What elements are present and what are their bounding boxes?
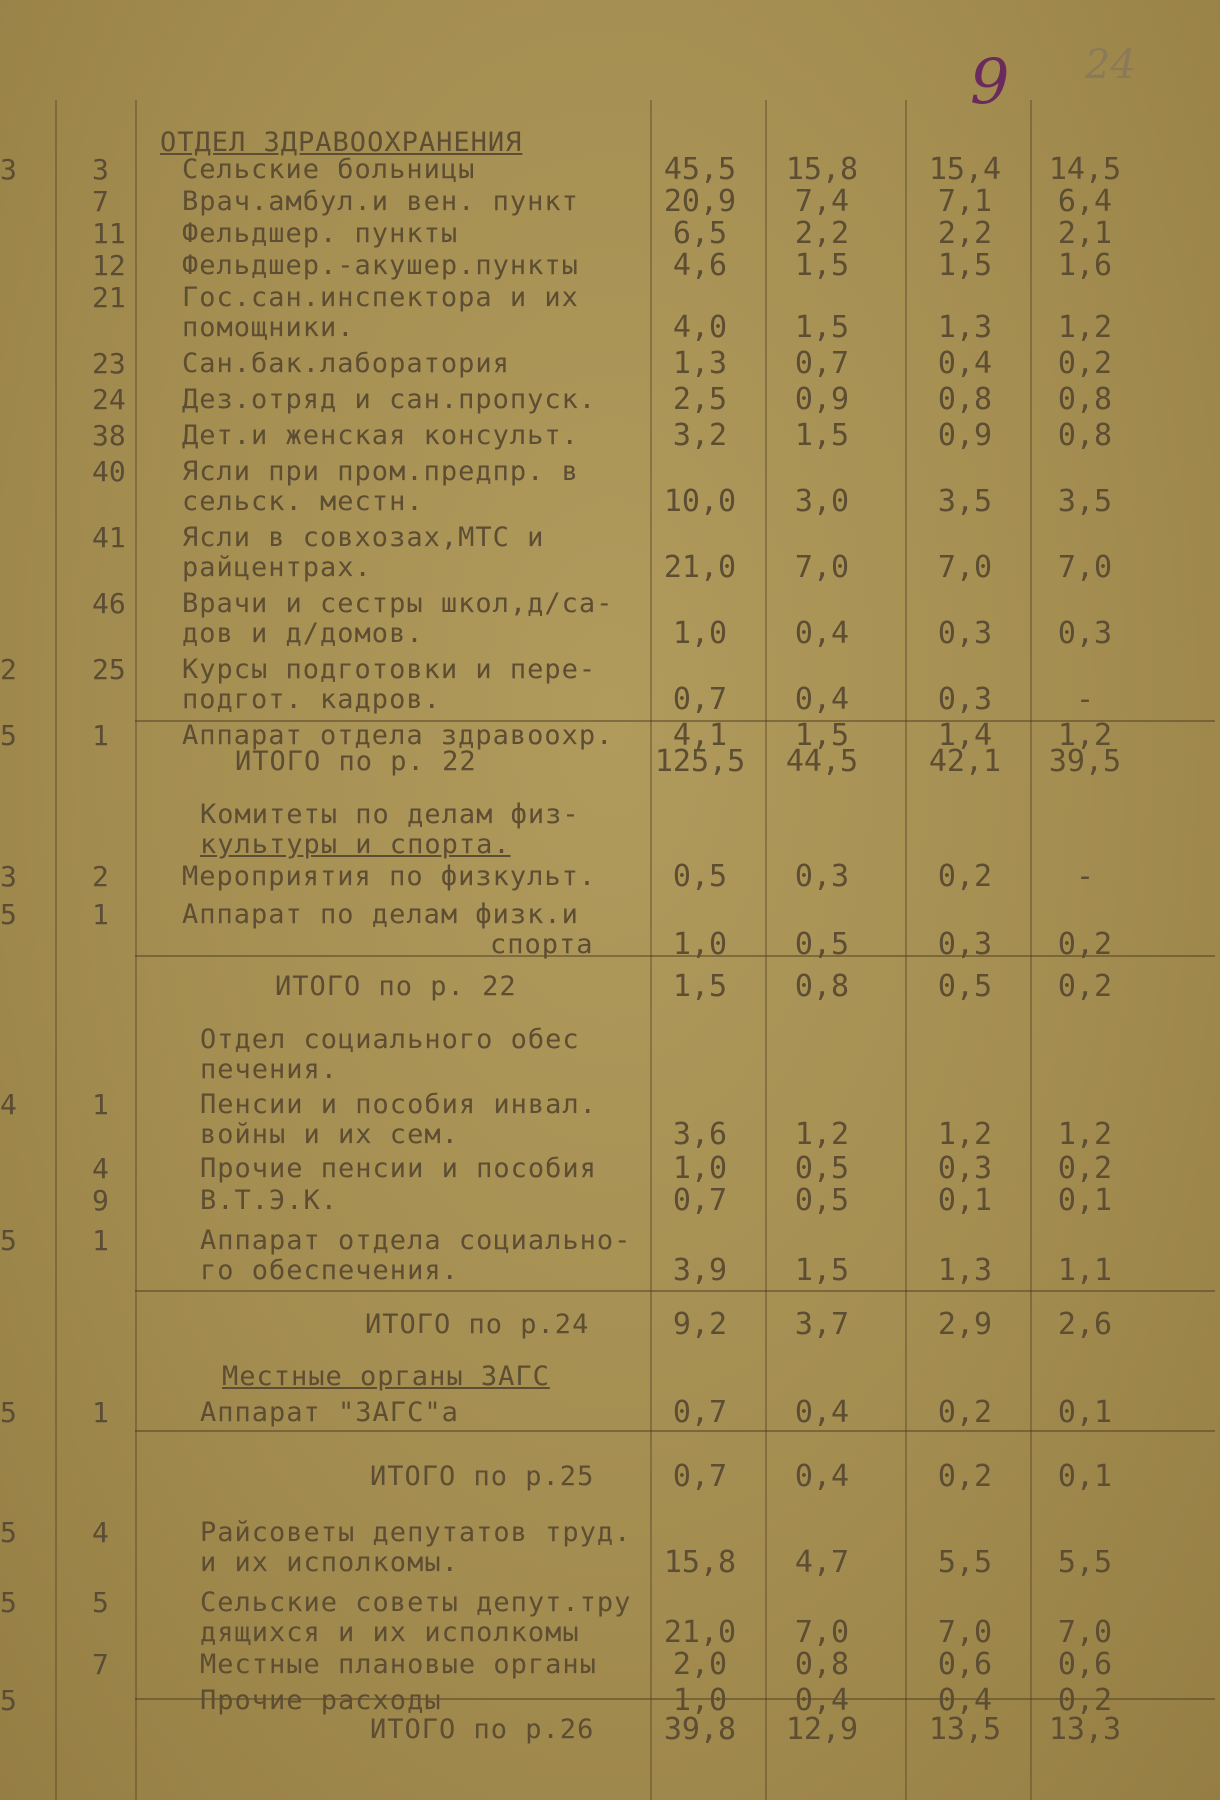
- row-rule: [135, 1430, 1215, 1432]
- item-description: и их исполкомы.: [200, 1547, 459, 1578]
- line-code: 2: [92, 860, 109, 893]
- amount-cell: 0,5: [937, 969, 993, 1004]
- amount-cell: 1,3: [672, 346, 728, 381]
- amount-cell: 21,0: [663, 1615, 737, 1650]
- amount-cell: 1,2: [794, 1117, 850, 1152]
- amount-cell: 9,2: [672, 1307, 728, 1342]
- amount-cell: 1,5: [794, 718, 850, 753]
- amount-cell: 0,2: [937, 859, 993, 894]
- amount-cell: 0,8: [1057, 418, 1113, 453]
- amount-cell: 5,5: [937, 1545, 993, 1580]
- amount-cell: 4,7: [794, 1545, 850, 1580]
- amount-cell: 0,5: [794, 1151, 850, 1186]
- amount-cell: 0,9: [794, 382, 850, 417]
- line-code: 46: [92, 587, 126, 620]
- folio-mark-red: 9: [970, 45, 1010, 118]
- item-description: Дез.отряд и сан.пропуск.: [182, 384, 597, 415]
- line-code: 1: [92, 1088, 109, 1121]
- amount-cell: 0,4: [937, 1683, 993, 1718]
- group-index: 4: [0, 1088, 17, 1121]
- item-description: Гос.сан.инспектора и их: [182, 282, 579, 313]
- group-index: 5: [0, 1684, 17, 1717]
- group-index: 3: [0, 153, 17, 186]
- item-description: Пенсии и пособия инвал.: [200, 1089, 597, 1120]
- amount-cell: 0,1: [1057, 1459, 1113, 1494]
- amount-cell: 21,0: [663, 550, 737, 585]
- amount-cell: 2,2: [937, 216, 993, 251]
- section-heading: Отдел социального обес: [200, 1024, 580, 1055]
- amount-cell: 0,6: [1057, 1647, 1113, 1682]
- amount-cell: 1,2: [1057, 718, 1113, 753]
- amount-cell: 7,0: [937, 1615, 993, 1650]
- amount-cell: 7,4: [794, 184, 850, 219]
- item-description: Фельдшер.-акушер.пункты: [182, 250, 579, 281]
- amount-cell: 14,5: [1048, 152, 1122, 187]
- line-code: 25: [92, 653, 126, 686]
- amount-cell: 2,6: [1057, 1307, 1113, 1342]
- section-heading: Местные органы ЗАГС: [222, 1361, 550, 1392]
- amount-cell: 39,5: [1048, 744, 1122, 779]
- amount-cell: 0,6: [937, 1647, 993, 1682]
- item-description: сельск. местн.: [182, 486, 424, 517]
- amount-cell: 15,8: [785, 152, 859, 187]
- amount-cell: 3,0: [794, 484, 850, 519]
- section-heading: культуры и спорта.: [200, 829, 511, 860]
- line-code: 24: [92, 383, 126, 416]
- section-total-label: ИТОГО по р.25: [370, 1461, 595, 1492]
- amount-cell: 4,6: [672, 248, 728, 283]
- line-code: 38: [92, 419, 126, 452]
- line-code: 21: [92, 281, 126, 314]
- item-description: дов и д/домов.: [182, 618, 424, 649]
- amount-cell: 0,5: [794, 1183, 850, 1218]
- amount-cell: 2,5: [672, 382, 728, 417]
- item-description: райцентрах.: [182, 552, 372, 583]
- line-code: 5: [92, 1586, 109, 1619]
- group-index: 5: [0, 1396, 17, 1429]
- item-description: В.Т.Э.К.: [200, 1185, 339, 1216]
- amount-cell: 4,0: [672, 310, 728, 345]
- item-description: Дет.и женская консульт.: [182, 420, 579, 451]
- line-code: 1: [92, 898, 109, 931]
- item-description: Аппарат отдела здравоохр.: [182, 720, 614, 751]
- item-description: го обеспечения.: [200, 1255, 459, 1286]
- item-description: спорта: [490, 929, 594, 960]
- line-code: 11: [92, 217, 126, 250]
- amount-cell: 0,1: [937, 1183, 993, 1218]
- folio-mark-pencil: 24: [1085, 42, 1136, 88]
- item-description: Врач.амбул.и вен. пункт: [182, 186, 579, 217]
- item-description: Курсы подготовки и пере-: [182, 654, 597, 685]
- line-code: 23: [92, 347, 126, 380]
- group-index: 5: [0, 1586, 17, 1619]
- line-code: 3: [92, 153, 109, 186]
- section-total-label: ИТОГО по р. 22: [275, 971, 517, 1002]
- item-description: Сельские советы депут.тру: [200, 1587, 632, 1618]
- item-description: Прочие расходы: [200, 1685, 442, 1716]
- amount-cell: 0,4: [794, 682, 850, 717]
- amount-cell: 1,5: [794, 248, 850, 283]
- amount-cell: 0,2: [1057, 927, 1113, 962]
- item-description: Сельские больницы: [182, 154, 476, 185]
- amount-cell: 7,0: [1057, 1615, 1113, 1650]
- amount-cell: 0,1: [1057, 1395, 1113, 1430]
- row-rule: [135, 1290, 1215, 1292]
- item-description: Фельдшер. пункты: [182, 218, 459, 249]
- line-code: 7: [92, 185, 109, 218]
- amount-cell: 42,1: [928, 744, 1002, 779]
- amount-cell: 0,7: [794, 346, 850, 381]
- amount-cell: 0,4: [794, 1683, 850, 1718]
- item-description: Ясли в совхозах,МТС и: [182, 522, 545, 553]
- amount-cell: 44,5: [785, 744, 859, 779]
- amount-cell: 0,4: [794, 1459, 850, 1494]
- amount-cell: 1,0: [672, 1151, 728, 1186]
- group-index: 3: [0, 860, 17, 893]
- amount-cell: 2,2: [794, 216, 850, 251]
- amount-cell: 1,1: [1057, 1253, 1113, 1288]
- amount-cell: 1,2: [1057, 310, 1113, 345]
- item-description: Аппарат по делам физк.и: [182, 899, 579, 930]
- item-description: Ясли при пром.предпр. в: [182, 456, 579, 487]
- amount-cell: 1,0: [672, 616, 728, 651]
- amount-cell: 20,9: [663, 184, 737, 219]
- amount-cell: 6,4: [1057, 184, 1113, 219]
- line-code: 1: [92, 1224, 109, 1257]
- item-description: Прочие пенсии и пособия: [200, 1153, 597, 1184]
- group-index: 5: [0, 1516, 17, 1549]
- group-index: 5: [0, 898, 17, 931]
- amount-cell: 0,9: [937, 418, 993, 453]
- amount-cell: 0,8: [937, 382, 993, 417]
- amount-cell: 3,5: [937, 484, 993, 519]
- item-description: Мероприятия по физкульт.: [182, 861, 597, 892]
- group-index: 5: [0, 719, 17, 752]
- amount-cell: 7,1: [937, 184, 993, 219]
- amount-cell: 1,4: [937, 718, 993, 753]
- amount-cell: 7,0: [937, 550, 993, 585]
- amount-cell: 5,5: [1057, 1545, 1113, 1580]
- amount-cell: 15,8: [663, 1545, 737, 1580]
- group-index: 2: [0, 653, 17, 686]
- amount-cell: 1,5: [794, 1253, 850, 1288]
- amount-cell: 0,2: [1057, 346, 1113, 381]
- amount-cell: 1,5: [794, 418, 850, 453]
- amount-cell: 0,8: [1057, 382, 1113, 417]
- amount-cell: 2,9: [937, 1307, 993, 1342]
- amount-cell: 4,1: [672, 718, 728, 753]
- amount-cell: 0,2: [1057, 1683, 1113, 1718]
- amount-cell: 7,0: [794, 550, 850, 585]
- amount-cell: 0,1: [1057, 1183, 1113, 1218]
- amount-cell: 3,7: [794, 1307, 850, 1342]
- amount-cell: 1,3: [937, 310, 993, 345]
- amount-cell: 0,5: [794, 927, 850, 962]
- amount-cell: 15,4: [928, 152, 1002, 187]
- amount-cell: 0,7: [672, 682, 728, 717]
- amount-cell: -: [1075, 682, 1095, 717]
- section-heading: Комитеты по делам физ-: [200, 799, 580, 830]
- line-code: 1: [92, 719, 109, 752]
- amount-cell: 45,5: [663, 152, 737, 187]
- section-heading: ОТДЕЛ ЗДРАВООХРАНЕНИЯ: [160, 127, 523, 158]
- amount-cell: 2,1: [1057, 216, 1113, 251]
- section-total-label: ИТОГО по р.26: [370, 1714, 595, 1745]
- amount-cell: 2,0: [672, 1647, 728, 1682]
- amount-cell: 0,7: [672, 1395, 728, 1430]
- amount-cell: 7,0: [794, 1615, 850, 1650]
- amount-cell: 0,3: [937, 927, 993, 962]
- amount-cell: -: [1075, 859, 1095, 894]
- group-index: 5: [0, 1224, 17, 1257]
- amount-cell: 1,6: [1057, 248, 1113, 283]
- amount-cell: 0,3: [937, 682, 993, 717]
- column-rule: [135, 100, 137, 1800]
- amount-cell: 6,5: [672, 216, 728, 251]
- amount-cell: 0,4: [794, 616, 850, 651]
- amount-cell: 1,3: [937, 1253, 993, 1288]
- section-heading: печения.: [200, 1054, 339, 1085]
- amount-cell: 3,9: [672, 1253, 728, 1288]
- amount-cell: 1,5: [672, 969, 728, 1004]
- line-code: 1: [92, 1396, 109, 1429]
- item-description: Местные плановые органы: [200, 1649, 597, 1680]
- item-description: Аппарат отдела социально-: [200, 1225, 632, 1256]
- amount-cell: 0,2: [937, 1459, 993, 1494]
- item-description: Врачи и сестры школ,д/са-: [182, 588, 614, 619]
- amount-cell: 0,8: [794, 969, 850, 1004]
- line-code: 4: [92, 1152, 109, 1185]
- amount-cell: 0,2: [937, 1395, 993, 1430]
- line-code: 40: [92, 455, 126, 488]
- line-code: 41: [92, 521, 126, 554]
- amount-cell: 1,5: [937, 248, 993, 283]
- section-total-label: ИТОГО по р. 22: [235, 746, 477, 777]
- amount-cell: 1,5: [794, 310, 850, 345]
- amount-cell: 13,3: [1048, 1712, 1122, 1747]
- amount-cell: 13,5: [928, 1712, 1002, 1747]
- line-code: 12: [92, 249, 126, 282]
- item-description: Райсоветы депутатов труд.: [200, 1517, 632, 1548]
- amount-cell: 3,2: [672, 418, 728, 453]
- amount-cell: 7,0: [1057, 550, 1113, 585]
- section-total-label: ИТОГО по р.24: [365, 1309, 590, 1340]
- amount-cell: 10,0: [663, 484, 737, 519]
- amount-cell: 0,3: [794, 859, 850, 894]
- amount-cell: 3,5: [1057, 484, 1113, 519]
- line-code: 7: [92, 1648, 109, 1681]
- line-code: 9: [92, 1184, 109, 1217]
- amount-cell: 0,4: [937, 346, 993, 381]
- item-description: помощники.: [182, 312, 355, 343]
- line-code: 4: [92, 1516, 109, 1549]
- amount-cell: 0,3: [937, 1151, 993, 1186]
- amount-cell: 0,4: [794, 1395, 850, 1430]
- column-rule: [55, 100, 57, 1800]
- amount-cell: 1,2: [1057, 1117, 1113, 1152]
- item-description: войны и их сем.: [200, 1119, 459, 1150]
- item-description: дящихся и их исполкомы: [200, 1617, 580, 1648]
- amount-cell: 1,0: [672, 927, 728, 962]
- amount-cell: 0,7: [672, 1459, 728, 1494]
- amount-cell: 0,3: [937, 616, 993, 651]
- item-description: Сан.бак.лаборатория: [182, 348, 510, 379]
- amount-cell: 125,5: [654, 744, 746, 779]
- item-description: Аппарат "ЗАГС"а: [200, 1397, 459, 1428]
- amount-cell: 12,9: [785, 1712, 859, 1747]
- amount-cell: 1,0: [672, 1683, 728, 1718]
- amount-cell: 1,2: [937, 1117, 993, 1152]
- amount-cell: 0,8: [794, 1647, 850, 1682]
- amount-cell: 0,7: [672, 1183, 728, 1218]
- amount-cell: 0,5: [672, 859, 728, 894]
- amount-cell: 0,2: [1057, 1151, 1113, 1186]
- amount-cell: 3,6: [672, 1117, 728, 1152]
- amount-cell: 0,3: [1057, 616, 1113, 651]
- amount-cell: 39,8: [663, 1712, 737, 1747]
- amount-cell: 0,2: [1057, 969, 1113, 1004]
- item-description: подгот. кадров.: [182, 684, 441, 715]
